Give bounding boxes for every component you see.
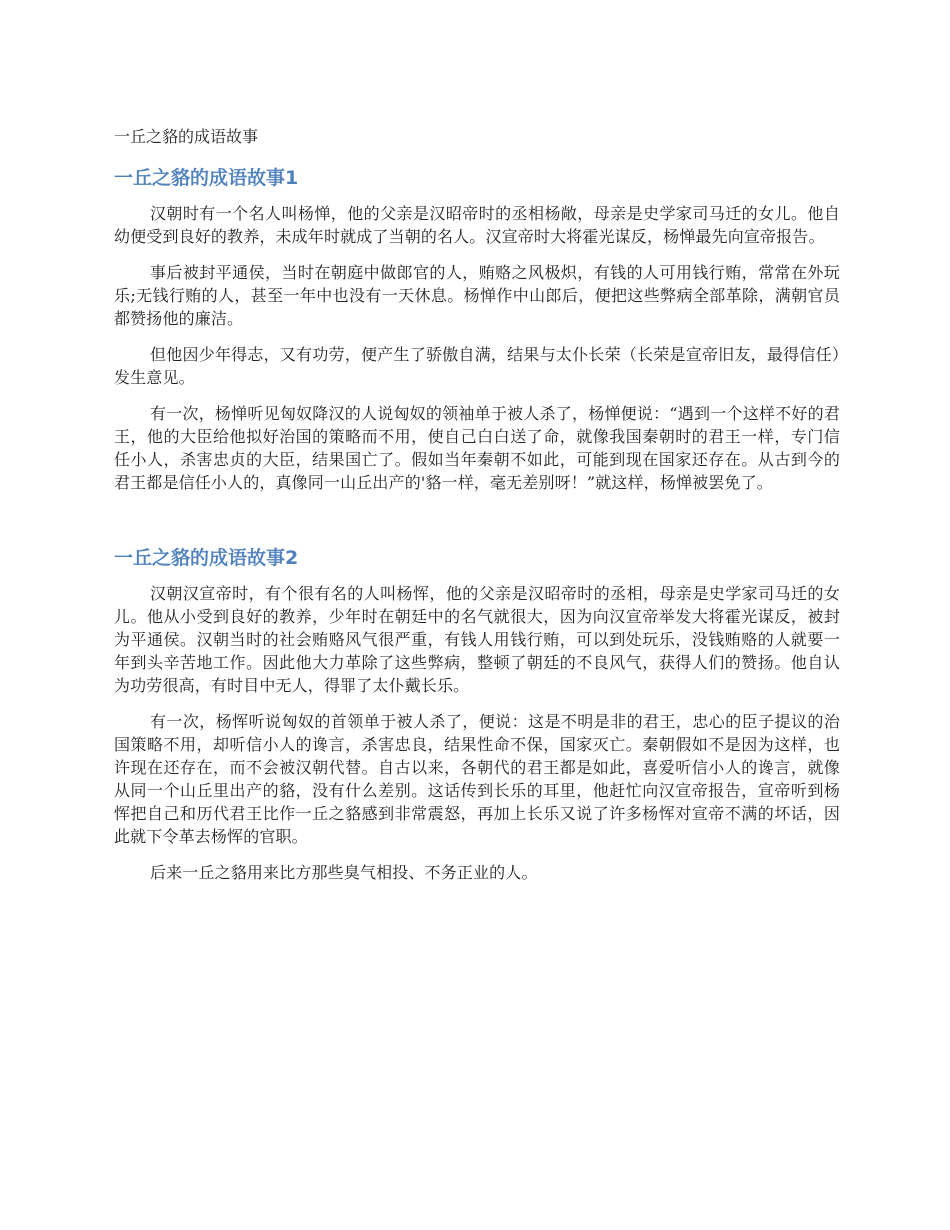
section-2 [114, 544, 840, 897]
paragraph: 但他因少年得志，又有功劳，便产生了骄傲自满，结果与太仆长荣（长荣是宣帝旧友，最得信任）发生意见。 [114, 345, 840, 387]
paragraph: 后来一丘之貉用来比方那些臭气相投、不务正业的人。 [150, 863, 538, 882]
paragraph: 汉朝时有一个名人叫杨惮，他的父亲是汉昭帝时的丞相杨敞，母亲是史学家司马迁的女儿。他自幼便受到良好的教养，未成年时就成了当朝的名人。汉宣帝时大将霍光谋反，杨惮最先向宣帝报告。 [114, 204, 840, 246]
section-heading: 一丘之貉的成语故事1 [114, 167, 299, 189]
paragraph: 有一次，杨惮听见匈奴降汉的人说匈奴的领袖单于被人杀了，杨惮便说：“遇到一个这样不好的君王，他的大臣给他拟好治国的策略而不用，使自己白白送了命，就像我国秦朝时的君王一样，专门信任小人，杀害忠贞的大臣，结果国亡了。假如当年秦朝不如此，可能到现在国家还存在。从古到今的君王都是信任小人的，真像同一山丘出产的'貉一样，毫无差别呀！”就这样，杨惮被罢免了。 [114, 404, 840, 492]
section-heading: 一丘之貉的成语故事2 [114, 547, 299, 569]
section-1 [114, 164, 840, 507]
paragraph: 汉朝汉宣帝时，有个很有名的人叫杨恽，他的父亲是汉昭帝时的丞相，母亲是史学家司马迁的女儿。他从小受到良好的教养，少年时在朝廷中的名气就很大，因为向汉宣帝举发大将霍光谋反，被封为平通侯。汉朝当时的社会贿赂风气很严重，有钱人用钱行贿，可以到处玩乐，没钱贿赂的人就要一年到头辛苦地工作。因此他大力革除了这些弊病，整顿了朝廷的不良风气，获得人们的赞扬。他自认为功劳很高，有时目中无人，得罪了太仆戴长乐。 [114, 584, 840, 695]
paragraph: 事后被封平通侯，当时在朝庭中做郎官的人，贿赂之风极炽，有钱的人可用钱行贿，常常在外玩乐;无钱行贿的人，甚至一年中也没有一天休息。杨惮作中山郎后，便把这些弊病全部革除，满朝官员都赞扬他的廉洁。 [114, 263, 840, 328]
document-title: 一丘之貉的成语故事 [114, 127, 259, 146]
paragraph: 有一次，杨恽听说匈奴的首领单于被人杀了，便说：这是不明是非的君王，忠心的臣子提议的治国策略不用，却听信小人的谗言，杀害忠良，结果性命不保，国家灭亡。秦朝假如不是因为这样，也许现在还存在，而不会被汉朝代替。自古以来，各朝代的君王都是如此，喜爱听信小人的谗言，就像从同一个山丘里出产的貉，没有什么差别。这话传到长乐的耳里，他赶忙向汉宣帝报告，宣帝听到杨恽把自己和历代君王比作一丘之貉感到非常震怒，再加上长乐又说了许多杨恽对宣帝不满的坏话，因此就下令革去杨恽的官职。 [114, 712, 840, 846]
